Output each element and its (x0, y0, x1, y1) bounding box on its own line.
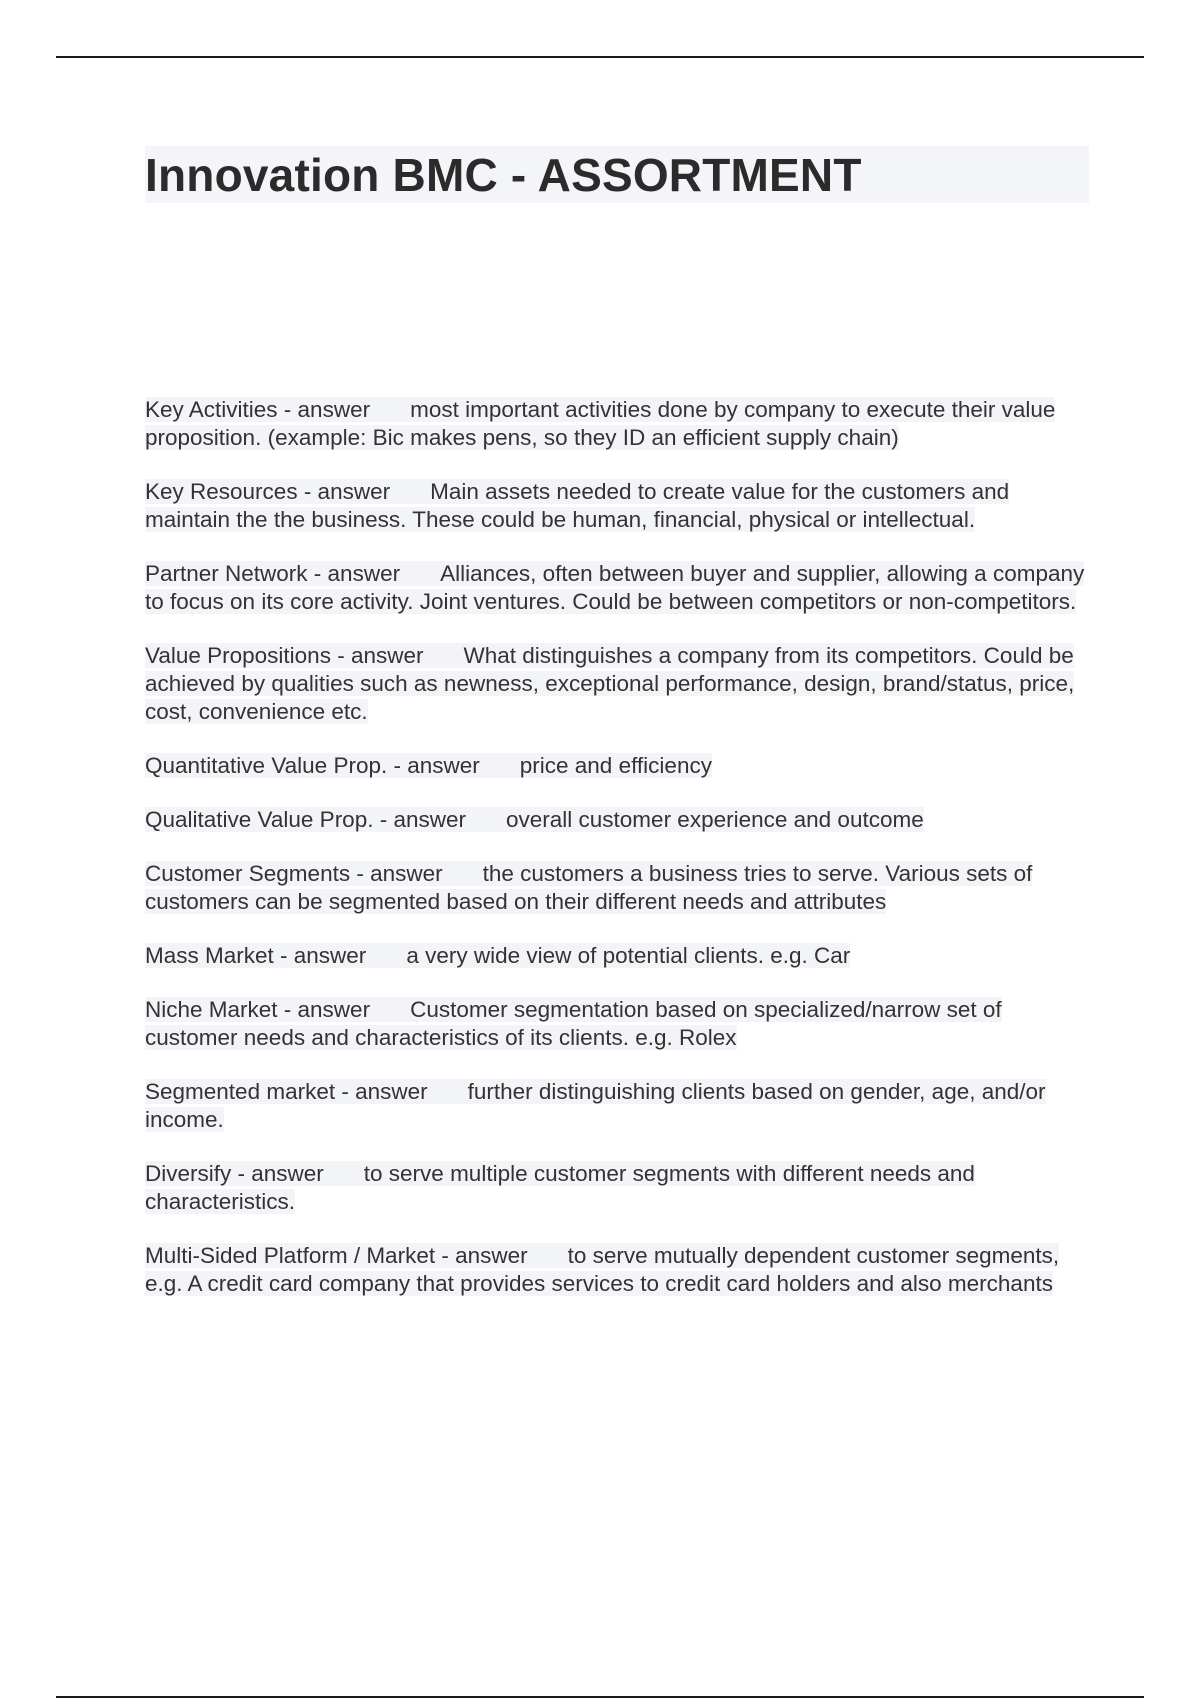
qa-definition: to serve mutually dependent customer segments, e.g. A credit card company that provides services to credit card holders and also merchants (145, 1243, 1060, 1296)
qa-term: Quantitative Value Prop. - answer (145, 753, 480, 778)
qa-entry (145, 396, 1085, 452)
qa-term: Value Propositions - answer (145, 643, 424, 668)
qa-entry (145, 560, 1085, 616)
qa-term: Partner Network - answer (145, 561, 401, 586)
qa-entry (145, 996, 1085, 1052)
qa-entry (145, 860, 1085, 916)
qa-definition: the customers a business tries to serve. Various sets of customers can be segmented based on their different needs and attributes (145, 861, 1033, 914)
qa-entry (145, 1078, 1085, 1134)
qa-definition: overall customer experience and outcome (506, 807, 924, 832)
qa-list (145, 396, 1085, 1324)
qa-definition: most important activities done by company to execute their value proposition. (example: Bic makes pens, so they ID an efficient supply chain) (145, 397, 1056, 450)
qa-entry (145, 1242, 1085, 1298)
qa-entry (145, 942, 1085, 970)
qa-term: Customer Segments - answer (145, 861, 443, 886)
qa-definition: Main assets needed to create value for the customers and maintain the the business. These could be human, financial, physical or intellectual. (145, 479, 1010, 532)
qa-term: Key Resources - answer (145, 479, 391, 504)
qa-entry (145, 806, 1085, 834)
qa-definition: to serve multiple customer segments with different needs and characteristics. (145, 1161, 975, 1214)
qa-term: Segmented market - answer (145, 1079, 428, 1104)
qa-entry (145, 478, 1085, 534)
qa-term: Diversify - answer (145, 1161, 324, 1186)
qa-term: Mass Market - answer (145, 943, 367, 968)
qa-term: Multi-Sided Platform / Market - answer (145, 1243, 528, 1268)
qa-definition: Customer segmentation based on specialized/narrow set of customer needs and characteristics of its clients. e.g. Rolex (145, 997, 1002, 1050)
qa-definition: price and efficiency (519, 753, 712, 778)
top-rule (56, 56, 1144, 58)
qa-definition: What distinguishes a company from its competitors. Could be achieved by qualities such as newness, exceptional performance, design, brand/status, price, cost, convenience etc. (145, 643, 1075, 724)
qa-entry (145, 752, 1085, 780)
qa-entry (145, 1160, 1085, 1216)
qa-definition: further distinguishing clients based on gender, age, and/or income. (145, 1079, 1046, 1132)
qa-term: Niche Market - answer (145, 997, 371, 1022)
document-title: Innovation BMC - ASSORTMENT (145, 149, 862, 201)
qa-definition: Alliances, often between buyer and supplier, allowing a company to focus on its core activity. Joint ventures. Could be between competitors or non-competitors. (145, 561, 1085, 614)
qa-term: Qualitative Value Prop. - answer (145, 807, 466, 832)
title-block (145, 146, 1089, 203)
qa-entry (145, 642, 1085, 726)
qa-term: Key Activities - answer (145, 397, 371, 422)
qa-definition: a very wide view of potential clients. e.g. Car (406, 943, 851, 968)
bottom-rule (56, 1696, 1144, 1698)
